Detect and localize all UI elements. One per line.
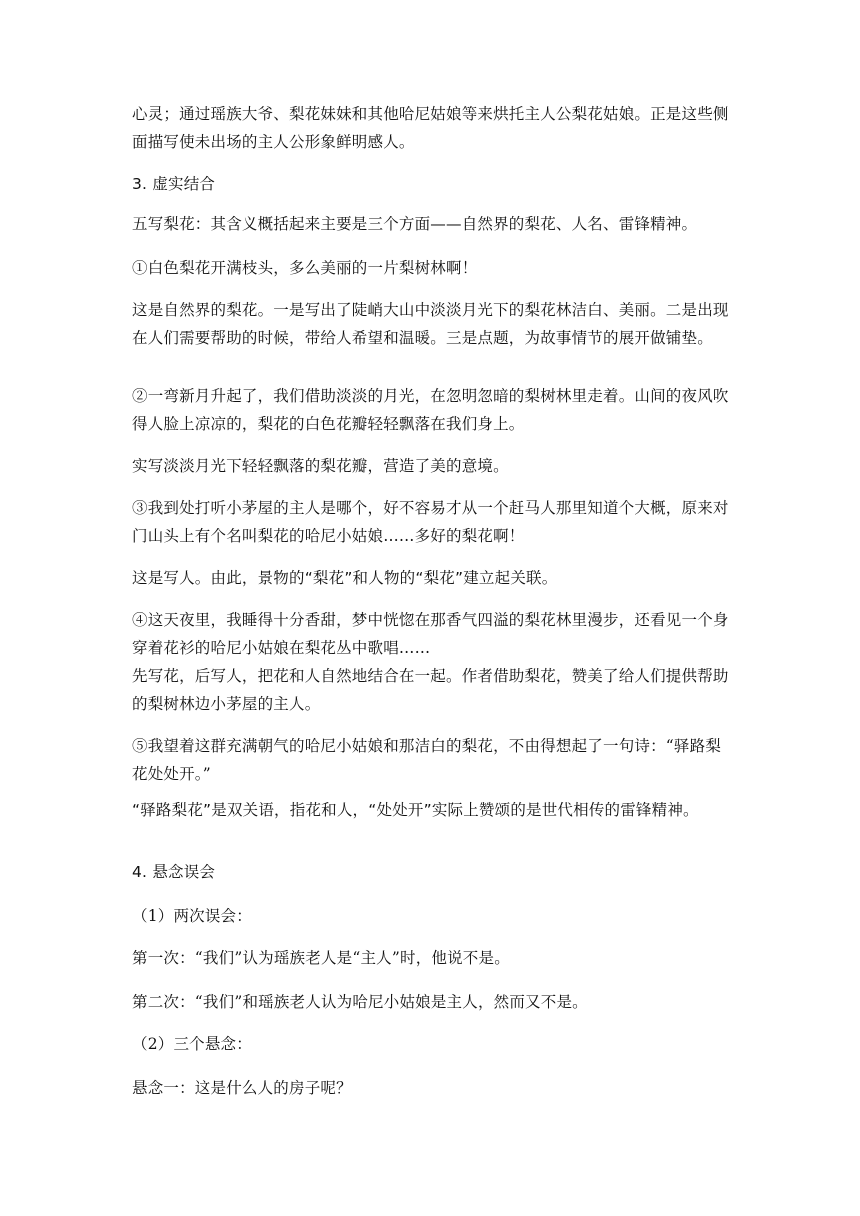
- subheading-suspense-points: （2）三个悬念：: [132, 1035, 252, 1053]
- analysis-3: 这是写人。由此，景物的“梨花”和人物的“梨花”建立起关联。: [132, 569, 558, 587]
- quote-2: ②一弯新月升起了，我们借助淡淡的月光，在忽明忽暗的梨树林里走着。山间的夜风吹得人脸上凉凉的，梨花的白色花瓣轻轻飘落在我们身上。: [132, 387, 729, 433]
- subheading-misunderstandings: （1）两次误会：: [132, 907, 252, 925]
- quote-4: ④这天夜里，我睡得十分香甜，梦中恍惚在那香气四溢的梨花林里漫步，还看见一个身穿着花衫的哈尼小姑娘在梨花丛中歌唱……: [132, 611, 729, 657]
- quote-5: ⑤我望着这群充满朝气的哈尼小姑娘和那洁白的梨花，不由得想起了一句诗：“驿路梨花处处开。”: [132, 737, 722, 783]
- paragraph-side-description: 心灵；通过瑶族大爷、梨花妹妹和其他哈尼姑娘等来烘托主人公梨花姑娘。正是这些侧面描写使未出场的主人公形象鲜明感人。: [132, 105, 729, 151]
- analysis-4: 先写花，后写人，把花和人自然地结合在一起。作者借助梨花，赞美了给人们提供帮助的梨树林边小茅屋的主人。: [132, 667, 729, 713]
- heading-suspense: 4. 悬念误会: [132, 863, 216, 881]
- quote-1: ①白色梨花开满枝头，多么美丽的一片梨树林啊！: [132, 259, 478, 277]
- analysis-1: 这是自然界的梨花。一是写出了陡峭大山中淡淡月光下的梨花林洁白、美丽。二是出现在人们需要帮助的时候，带给人希望和温暖。三是点题，为故事情节的展开做铺垫。: [132, 301, 729, 347]
- suspense-1: 悬念一：这是什么人的房子呢？: [132, 1079, 352, 1097]
- analysis-5: “驿路梨花”是双关语，指花和人，“处处开”实际上赞颂的是世代相传的雷锋精神。: [132, 801, 699, 819]
- misunderstanding-1: 第一次：“我们”认为瑶族老人是“主人”时，他说不是。: [132, 949, 510, 967]
- heading-virtual-real: 3. 虚实结合: [132, 175, 216, 193]
- misunderstanding-2: 第二次：“我们”和瑶族老人认为哈尼小姑娘是主人，然而又不是。: [132, 993, 588, 1011]
- analysis-2: 实写淡淡月光下轻轻飘落的梨花瓣，营造了美的意境。: [132, 457, 509, 475]
- paragraph-five-pear-flowers: 五写梨花：其含义概括起来主要是三个方面——自然界的梨花、人名、雷锋精神。: [132, 215, 698, 233]
- quote-3: ③我到处打听小茅屋的主人是哪个，好不容易才从一个赶马人那里知道个大概，原来对门山头上有个名叫梨花的哈尼小姑娘……多好的梨花啊！: [132, 499, 729, 545]
